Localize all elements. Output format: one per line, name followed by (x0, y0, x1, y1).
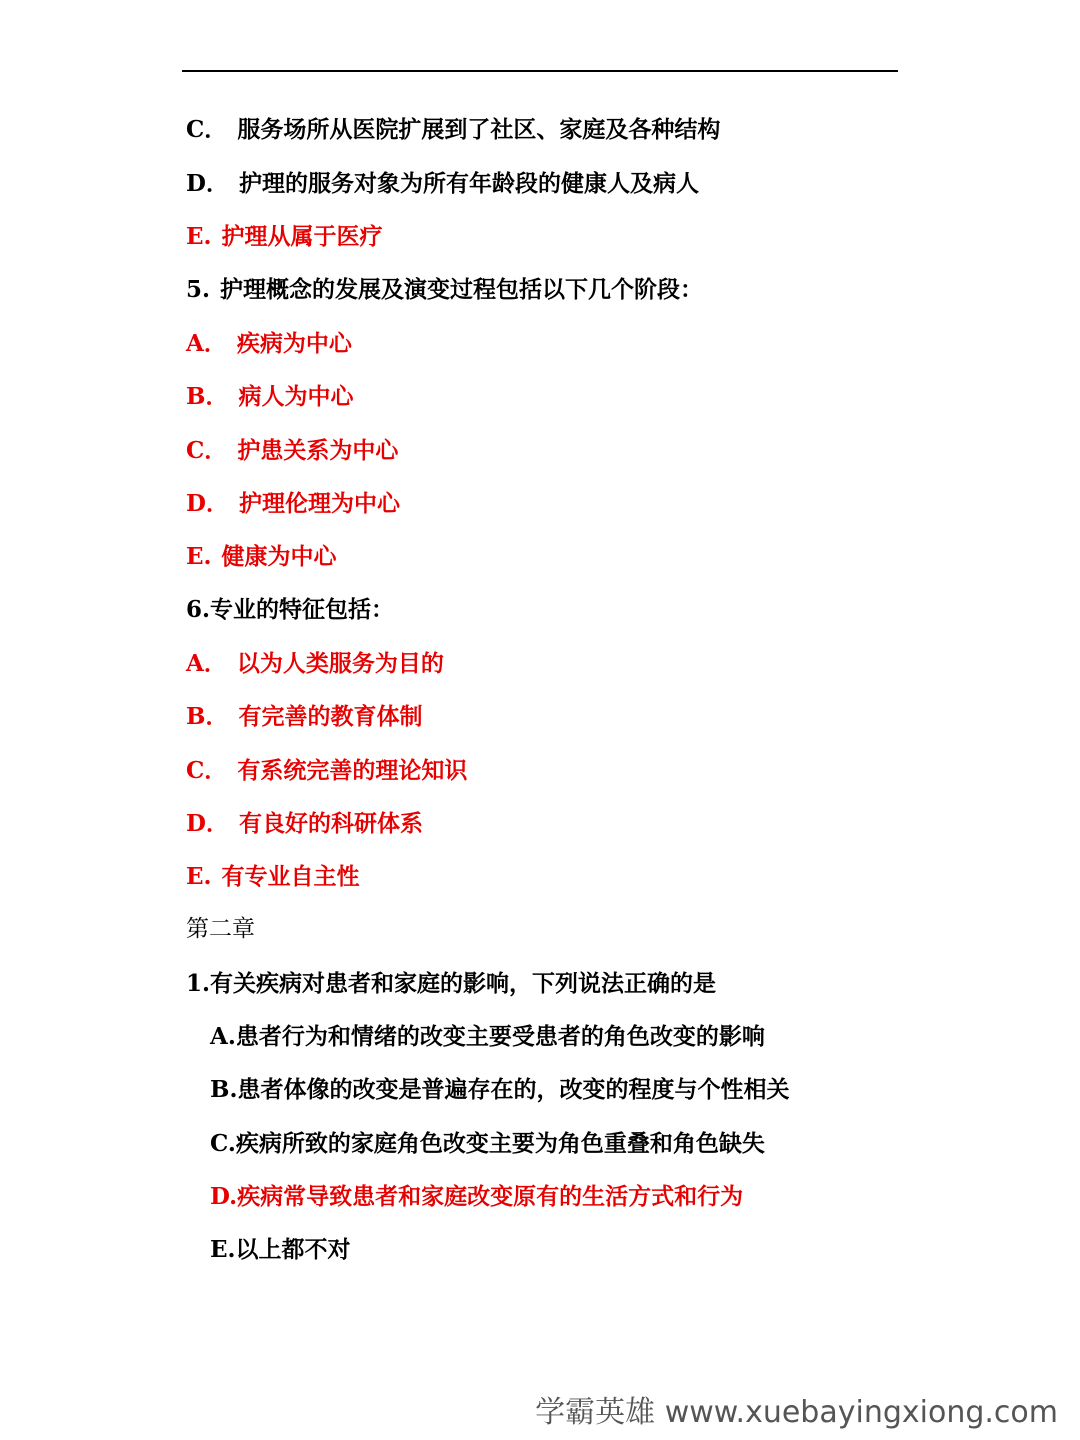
q6-option-d-answer (186, 812, 423, 835)
q6-stem (186, 598, 394, 621)
option-text: 患者体像的改变是普遍存在的，改变的程度与个性相关 (237, 1076, 790, 1103)
option-label: E. (186, 863, 212, 890)
option-text: 健康为中心 (221, 543, 337, 570)
option-text: 疾病常导致患者和家庭改变原有的生活方式和行为 (237, 1183, 744, 1210)
option-label: C． (186, 437, 228, 464)
option-label: B． (186, 703, 229, 730)
ch2-q1-stem (186, 972, 716, 995)
option-text: 以为人类服务为目的 (236, 650, 444, 677)
chapter-title: 第二章 (186, 916, 255, 942)
ch2-q1-option-c (210, 1132, 765, 1155)
q5-option-a-answer (186, 332, 352, 355)
option-text: 护理的服务对象为所有年龄段的健康人及病人 (238, 170, 699, 197)
option-label: D． (186, 490, 229, 517)
option-label: C． (186, 757, 228, 784)
q5-option-b-answer (186, 385, 353, 408)
option-text: 有完善的教育体制 (238, 703, 423, 730)
q5-stem (186, 278, 703, 301)
option-label: E. (210, 1236, 236, 1263)
q5-option-c-answer (186, 439, 398, 462)
option-label: B． (186, 383, 229, 410)
question-number: 1. (186, 970, 211, 997)
q4-option-c (186, 118, 720, 141)
option-label: C． (186, 116, 228, 143)
option-text: 有良好的科研体系 (238, 810, 423, 837)
option-text: 疾病为中心 (236, 330, 352, 357)
option-label: B. (210, 1076, 238, 1103)
question-text: 专业的特征包括： (210, 596, 395, 623)
option-text: 护理伦理为中心 (238, 490, 400, 517)
option-label: D. (210, 1183, 238, 1210)
ch2-q1-option-e (210, 1238, 351, 1261)
ch2-q1-option-d-answer (210, 1185, 743, 1208)
question-text: 护理概念的发展及演变过程包括以下几个阶段： (220, 276, 704, 303)
ch2-q1-option-a (210, 1025, 765, 1048)
option-label: A. (210, 1023, 236, 1050)
option-text: 服务场所从医院扩展到了社区、家庭及各种结构 (237, 116, 721, 143)
option-text: 有专业自主性 (221, 863, 360, 890)
option-text: 疾病所致的家庭角色改变主要为角色重叠和角色缺失 (235, 1130, 765, 1157)
option-label: E. (186, 543, 212, 570)
option-label: D． (186, 810, 229, 837)
option-label: D． (186, 170, 229, 197)
option-text: 护理从属于医疗 (221, 223, 383, 250)
question-number: 6. (186, 596, 211, 623)
option-text: 护患关系为中心 (237, 437, 399, 464)
option-text: 患者行为和情绪的改变主要受患者的角色改变的影响 (235, 1023, 765, 1050)
option-label: A． (186, 330, 227, 357)
q6-option-a-answer (186, 652, 444, 675)
q6-option-c-answer (186, 759, 467, 782)
option-label: A． (186, 650, 227, 677)
q4-option-d (186, 172, 699, 195)
option-label: E. (186, 223, 212, 250)
header-rule (182, 70, 898, 72)
option-text: 病人为中心 (238, 383, 354, 410)
ch2-q1-option-b (210, 1078, 789, 1101)
question-text: 有关疾病对患者和家庭的影响，下列说法正确的是 (210, 970, 717, 997)
option-text: 有系统完善的理论知识 (237, 757, 468, 784)
site-watermark: 学霸英雄 www.xuebayingxiong.com (535, 1395, 1058, 1430)
q6-option-e-answer (186, 865, 360, 888)
q6-option-b-answer (186, 705, 422, 728)
question-number: 5. (186, 276, 211, 303)
option-label: C. (210, 1130, 236, 1157)
q4-option-e-answer (186, 225, 383, 248)
q5-option-d-answer (186, 492, 400, 515)
option-text: 以上都不对 (235, 1236, 351, 1263)
q5-option-e-answer (186, 545, 337, 568)
